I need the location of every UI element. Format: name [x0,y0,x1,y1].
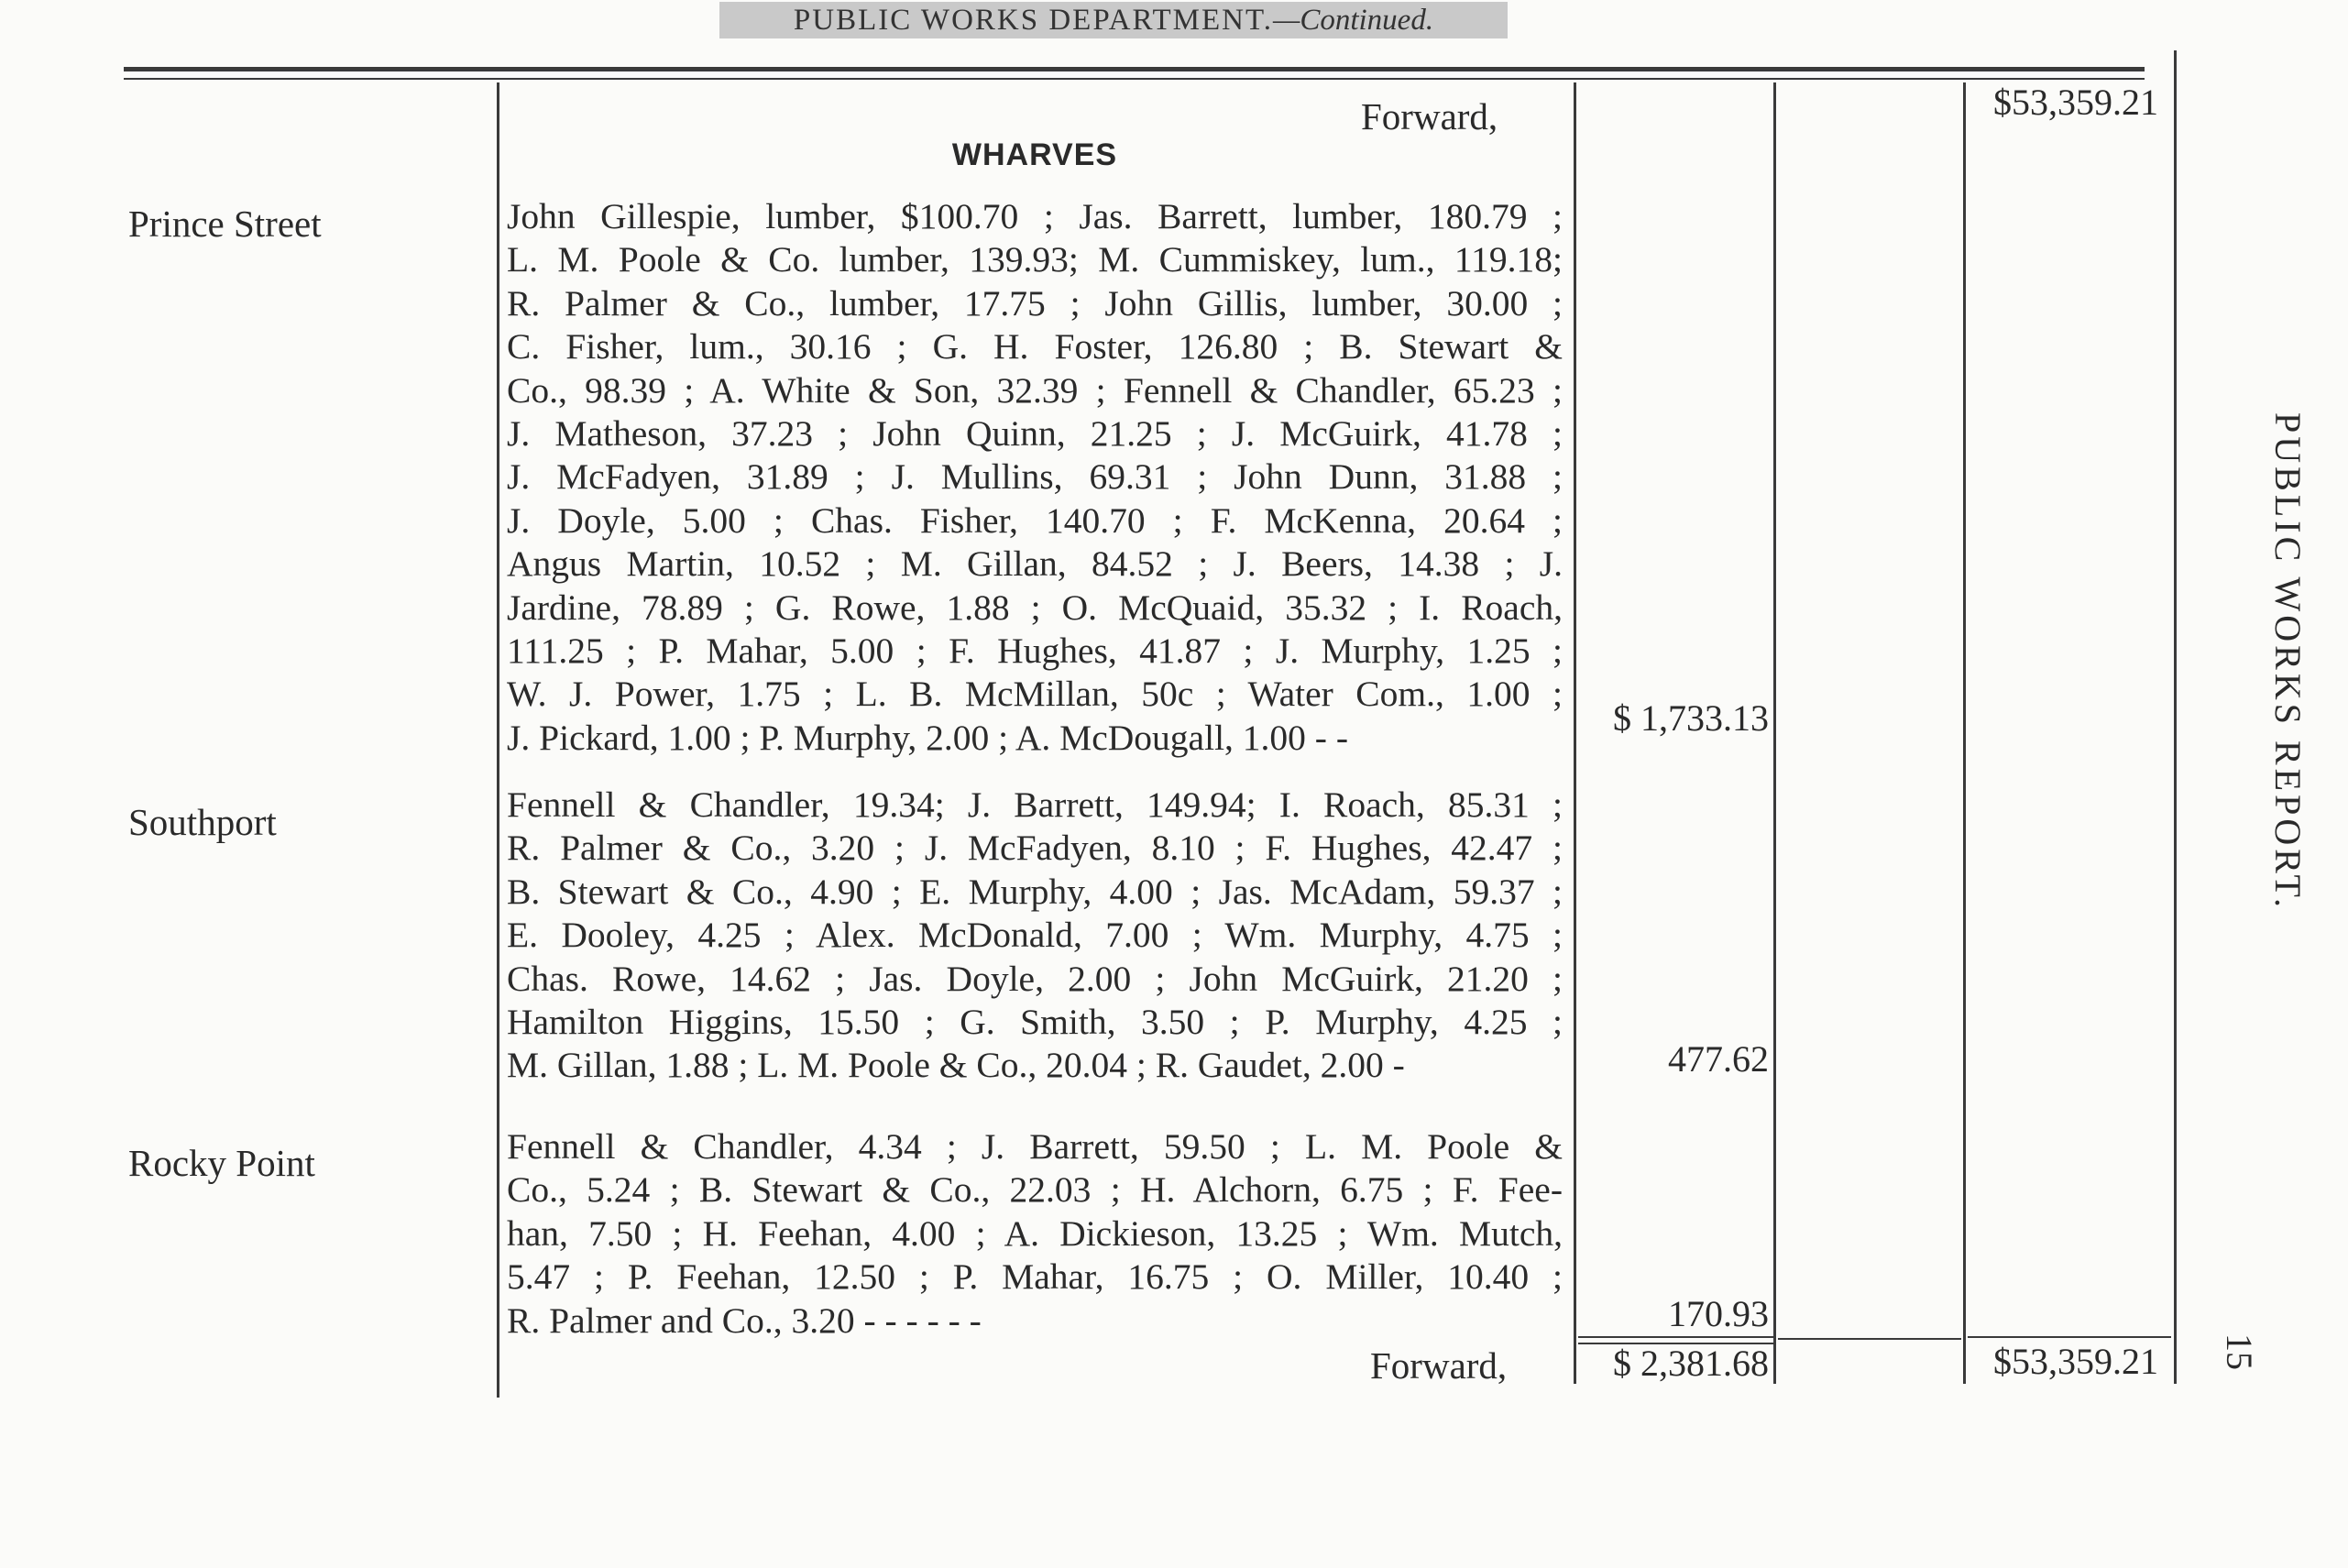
entry-rocky-point [507,1125,1563,1343]
running-head-continued: —Continued. [1272,4,1434,37]
top-rule-thin [124,78,2145,80]
entry-line: Co., 5.24 ; B. Stewart & Co., 22.03 ; H. Alchorn, 6.75 ; F. Fee- [507,1169,1563,1211]
entry-line: J. Matheson, 37.23 ; John Quinn, 21.25 ; J. McGuirk, 41.78 ; [507,412,1563,454]
entry-line: 5.47 ; P. Feehan, 12.50 ; P. Mahar, 16.75 ; O. Miller, 10.40 ; [507,1256,1563,1298]
amount-southport: 477.62 [1668,1038,1769,1080]
entry-line: R. Palmer & Co., 3.20 ; J. McFadyen, 8.10 ; F. Hughes, 42.47 ; [507,828,1563,869]
subtotal-rule [1578,1336,1773,1338]
entry-line: L. M. Poole & Co. lumber, 139.93; M. Cummiskey, lum., 119.18; [507,239,1563,280]
entry-line: John Gillespie, lumber, $100.70 ; Jas. Barrett, lumber, 180.79 ; [507,196,1563,236]
location-prince-street: Prince Street [128,203,322,245]
entry-line: Fennell & Chandler, 19.34; J. Barrett, 149.94; I. Roach, 85.31 ; [507,784,1563,825]
forward-total-top: $53,359.21 [1993,82,2158,123]
column-rule-amount-right [1773,82,1776,1384]
column-rule-total-left [1963,82,1966,1384]
entry-line: Jardine, 78.89 ; G. Rowe, 1.88 ; O. McQuaid, 35.32 ; I. Roach, [507,587,1563,628]
entry-line: E. Dooley, 4.25 ; Alex. McDonald, 7.00 ; Wm. Murphy, 4.75 ; [507,915,1563,956]
location-rocky-point: Rocky Point [128,1142,315,1184]
entry-line: Angus Martin, 10.52 ; M. Gillan, 84.52 ; J. Beers, 14.38 ; J. [507,543,1563,585]
entry-prince-street [507,195,1563,760]
column-rule-amount-left [1574,82,1576,1384]
column-rule-left [497,82,499,1398]
middle-rule [1778,1338,1961,1340]
running-head-title: PUBLIC WORKS DEPARTMENT. [793,4,1273,37]
entry-line: Chas. Rowe, 14.62 ; Jas. Doyle, 2.00 ; John McGuirk, 21.20 ; [507,958,1563,999]
entry-line: Fennell & Chandler, 4.34 ; J. Barrett, 59.50 ; L. M. Poole & [507,1126,1563,1167]
entry-line: J. Pickard, 1.00 ; P. Murphy, 2.00 ; A. McDougall, 1.00 - - [507,717,1348,758]
entry-line: C. Fisher, lum., 30.16 ; G. H. Foster, 126.80 ; B. Stewart & [507,326,1563,367]
forward-label-top: Forward, [1361,95,1498,137]
entry-line: M. Gillan, 1.88 ; L. M. Poole & Co., 20.04 ; R. Gaudet, 2.00 - [507,1045,1405,1086]
top-rule-thick [124,67,2145,71]
entry-line: W. J. Power, 1.75 ; L. B. McMillan, 50c ; Water Com., 1.00 ; [507,674,1563,715]
entry-line: Hamilton Higgins, 15.50 ; G. Smith, 3.50 ; P. Murphy, 4.25 ; [507,1001,1563,1042]
running-head [719,2,1508,38]
entry-line: J. McFadyen, 31.89 ; J. Mullins, 69.31 ; John Dunn, 31.88 ; [507,456,1563,498]
forward-subtotal-bottom: $ 2,381.68 [1613,1343,1769,1384]
total-rule [1968,1336,2171,1338]
entry-line: 111.25 ; P. Mahar, 5.00 ; F. Hughes, 41.87 ; J. Murphy, 1.25 ; [507,630,1563,671]
column-rule-total-right [2174,50,2177,1384]
forward-label-bottom: Forward, [1370,1344,1508,1387]
entry-line: R. Palmer & Co., lumber, 17.75 ; John Gillis, lumber, 30.00 ; [507,282,1563,323]
entry-line: R. Palmer and Co., 3.20 - - - - - - [507,1299,982,1341]
amount-rocky-point: 170.93 [1668,1293,1769,1334]
amount-prince-street: $ 1,733.13 [1613,697,1769,739]
location-southport: Southport [128,801,277,843]
entry-line: J. Doyle, 5.00 ; Chas. Fisher, 140.70 ; F. McKenna, 20.64 ; [507,499,1563,541]
side-running-title: PUBLIC WORKS REPORT. [2267,412,2309,911]
section-title: WHARVES [951,137,1118,172]
entry-line: B. Stewart & Co., 4.90 ; E. Murphy, 4.00 ; Jas. McAdam, 59.37 ; [507,871,1563,912]
forward-total-bottom: $53,359.21 [1993,1341,2158,1382]
entry-southport [507,784,1563,1088]
entry-line: han, 7.50 ; H. Feehan, 4.00 ; A. Dickieson, 13.25 ; Wm. Mutch, [507,1212,1563,1254]
entry-line: Co., 98.39 ; A. White & Son, 32.39 ; Fennell & Chandler, 65.23 ; [507,369,1563,411]
page-number: 15 [2219,1333,2260,1370]
